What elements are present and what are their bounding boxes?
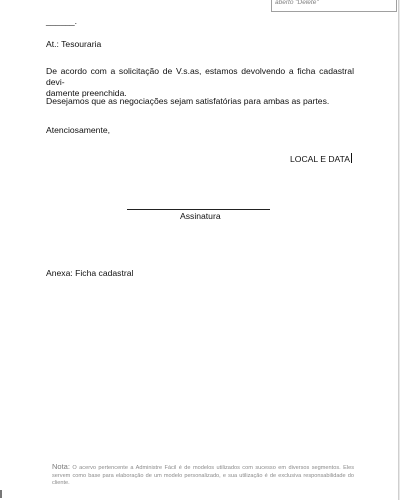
page-corner-marker <box>0 490 2 498</box>
footer-note <box>52 463 354 488</box>
instruction-hint-text: aberto "Delete" <box>275 0 319 6</box>
recipient-line: At.: Tesouraria <box>46 39 102 49</box>
instruction-hint-box <box>271 0 397 12</box>
blank-name-line[interactable]: ______. <box>46 16 78 26</box>
location-date-field[interactable] <box>290 153 352 165</box>
closing-line: Atenciosamente, <box>46 125 111 135</box>
body-paragraph-1-line-2: damente preenchida. <box>46 88 127 98</box>
footer-note-text: O acervo pertencente a Administre Fácil é de modelos utilizados com sucesso em diversos segmentos. Eles servem como base para elaboração de um modelo personalizado, e sua utilização é de exclusiva responsabilidade do cliente. <box>52 465 354 487</box>
signature-line <box>127 209 270 210</box>
annex-line: Anexa: Ficha cadastral <box>46 268 134 278</box>
body-paragraph-1 <box>46 66 354 99</box>
signature-label: Assinatura <box>180 211 221 221</box>
footer-note-label: Nota: <box>52 462 70 471</box>
text-cursor <box>351 153 352 163</box>
body-paragraph-2: Desejamos que as negociações sejam satisfatórias para ambas as partes. <box>46 96 330 106</box>
location-date-text: LOCAL E DATA <box>289 154 350 164</box>
body-paragraph-1-line-1: De acordo com a solicitação de V.s.as, estamos devolvendo a ficha cadastral devi- <box>46 66 354 87</box>
